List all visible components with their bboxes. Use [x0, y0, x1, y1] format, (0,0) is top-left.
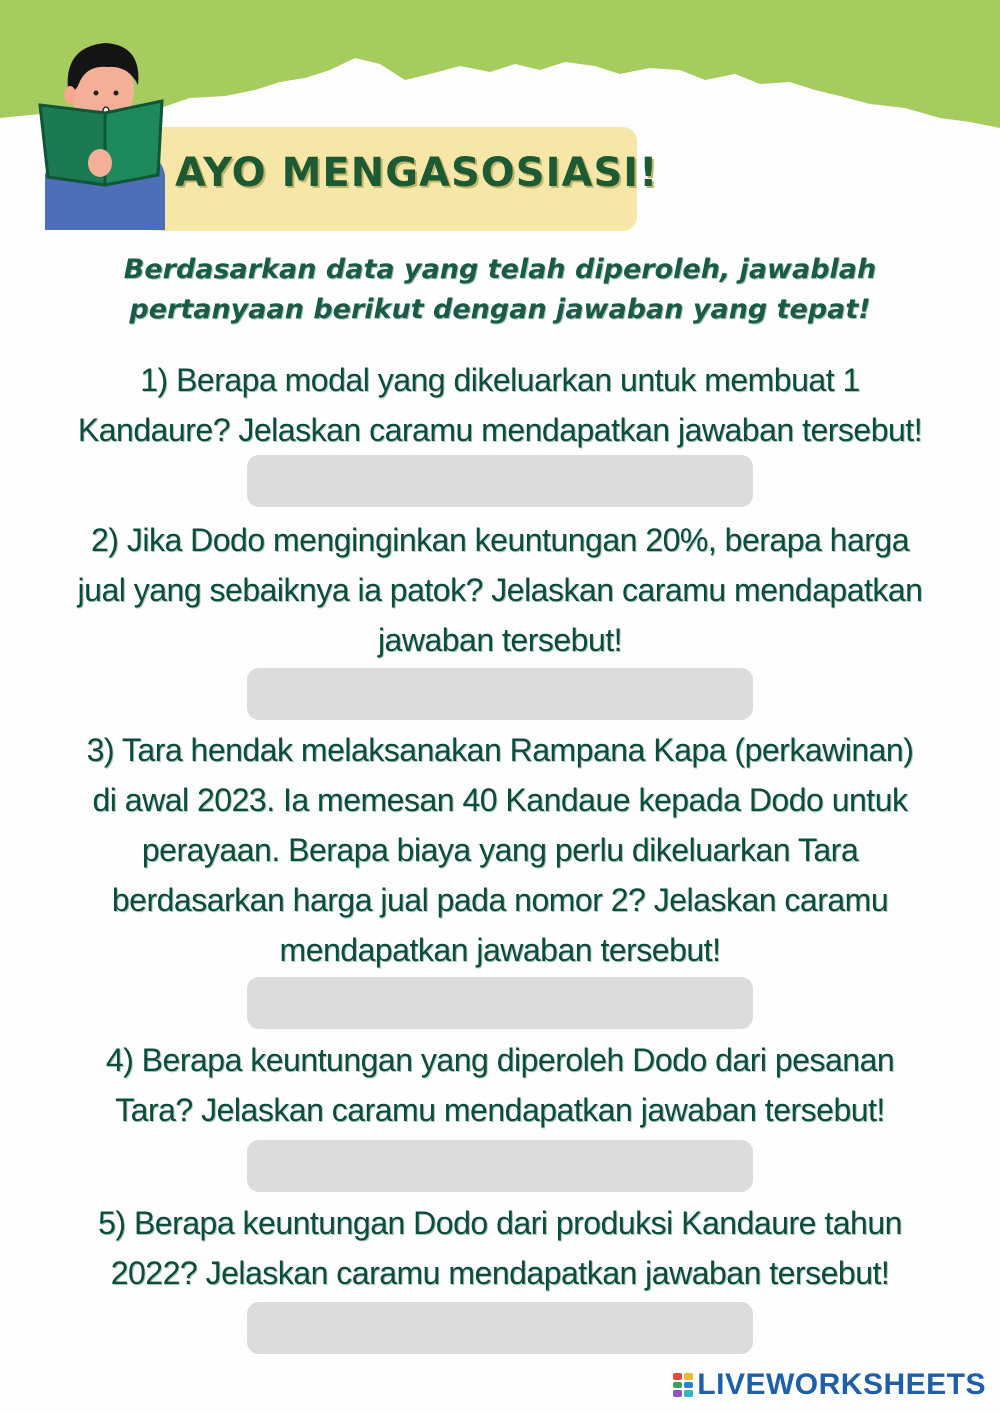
liveworksheets-logo-icon [673, 1373, 693, 1397]
answer-input-5[interactable] [247, 1302, 753, 1354]
boy-reading-book-icon [30, 35, 180, 230]
answer-input-4[interactable] [247, 1140, 753, 1192]
question-4: 4) Berapa keuntungan yang diperoleh Dodo dari pesanan Tara? Jelaskan caramu mendapatkan jawaban tersebut! [105, 1042, 895, 1128]
question-1: 1) Berapa modal yang dikeluarkan untuk membuat 1 Kandaure? Jelaskan caramu mendapatkan jawaban tersebut! [77, 362, 923, 448]
question-5: 5) Berapa keuntungan Dodo dari produksi Kandaure tahun 2022? Jelaskan caramu mendapatkan jawaban tersebut! [98, 1205, 902, 1291]
footer-brand-text: LIVEWORKSHEETS [697, 1368, 986, 1401]
question-3: 3) Tara hendak melaksanakan Rampana Kapa (perkawinan) di awal 2023. Ia memesan 40 Kandaue kepada Dodo untuk perayaan. Berapa biaya yang perlu dikeluarkan Tara berdasarkan harga jual pada nomor 2? Jelaskan caramu mendapatkan jawaban tersebut! [86, 732, 914, 968]
answer-input-1[interactable] [247, 455, 753, 507]
question-2: 2) Jika Dodo menginginkan keuntungan 20%, berapa harga jual yang sebaiknya ia patok? Jelaskan caramu mendapatkan jawaban tersebut! [77, 522, 923, 658]
footer-brand [673, 1368, 986, 1402]
instructions: Berdasarkan data yang telah diperoleh, jawablah pertanyaan berikut dengan jawaban yang tepat! [123, 254, 877, 325]
answer-input-3[interactable] [247, 977, 753, 1029]
page-title: AYO MENGASOSIASI! [175, 150, 659, 196]
answer-input-2[interactable] [247, 668, 753, 720]
